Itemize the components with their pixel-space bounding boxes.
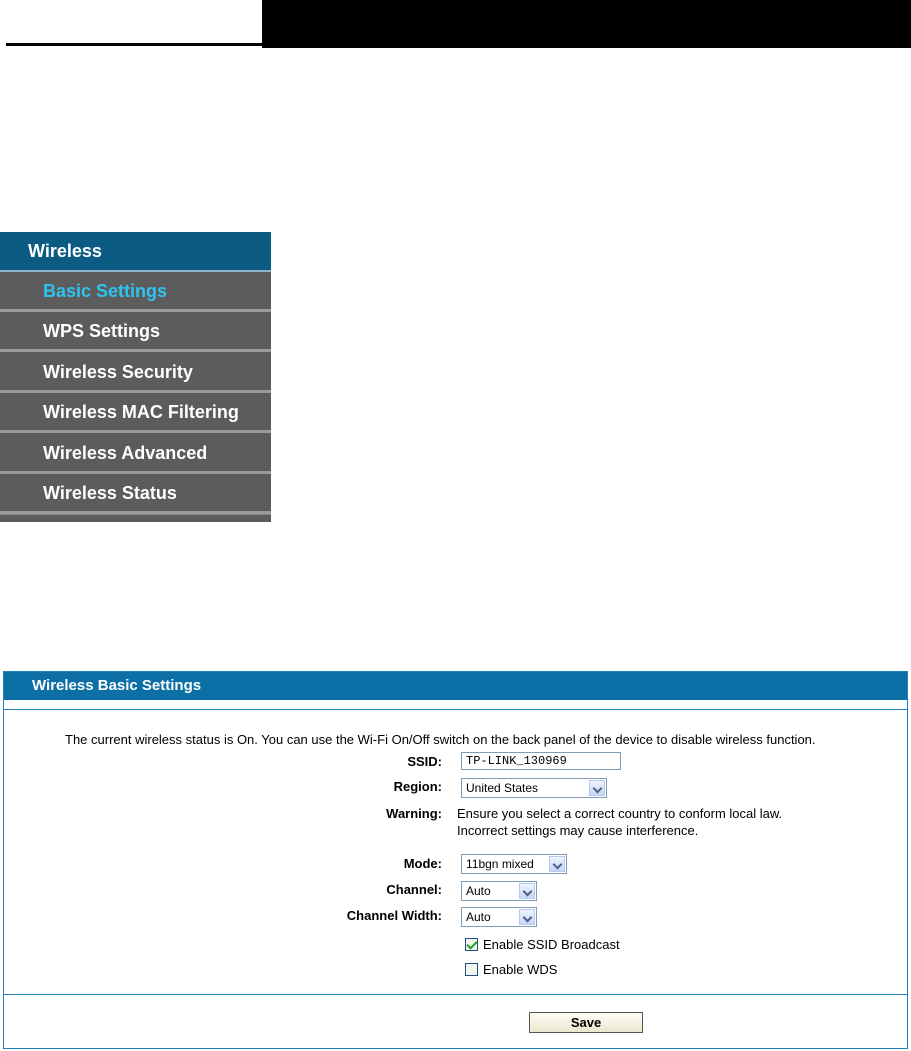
channel-width-select[interactable] — [461, 907, 537, 927]
warning-label: Warning: — [386, 806, 442, 821]
channel-width-label: Channel Width: — [346, 908, 442, 923]
region-label: Region: — [393, 779, 442, 794]
wireless-basic-settings-panel — [3, 671, 908, 1049]
menu-item-basic-settings[interactable] — [0, 272, 271, 312]
header-logo-area — [0, 0, 262, 48]
header-black-band — [262, 0, 911, 48]
chevron-down-icon — [519, 909, 535, 925]
mode-select-value: 11bgn mixed — [466, 857, 534, 871]
panel-title: Wireless Basic Settings — [32, 677, 202, 694]
menu-item-label: WPS Settings — [43, 321, 161, 341]
warning-text-line1: Ensure you select a correct country to conform local law. — [457, 806, 783, 821]
menu-item-label: Wireless Security — [43, 362, 193, 382]
mode-select[interactable] — [461, 854, 567, 874]
panel-title-bar — [4, 672, 907, 700]
menu-header-wireless[interactable] — [0, 232, 271, 272]
menu-item-wireless-advanced[interactable] — [0, 434, 271, 474]
menu-item-wireless-status[interactable] — [0, 474, 271, 514]
top-header-bar — [0, 0, 911, 48]
panel-divider-top — [4, 709, 907, 710]
menu-item-label: Basic Settings — [43, 281, 168, 301]
ssid-broadcast-checkbox[interactable] — [465, 938, 478, 951]
region-select[interactable] — [461, 778, 607, 798]
panel-divider-bottom — [4, 994, 907, 995]
ssid-label: SSID: — [407, 754, 442, 769]
channel-width-select-value: Auto — [466, 910, 491, 924]
menu-item-wireless-security[interactable] — [0, 353, 271, 393]
menu-item-wireless-mac-filtering[interactable] — [0, 393, 271, 433]
menu-item-label: Wireless Status — [43, 483, 177, 503]
header-underline — [6, 43, 262, 46]
menu-item-label: Wireless MAC Filtering — [43, 402, 239, 422]
wds-checkbox[interactable] — [465, 963, 478, 976]
warning-text-line2: Incorrect settings may cause interference. — [457, 823, 699, 838]
channel-select-value: Auto — [466, 884, 491, 898]
wds-label: Enable WDS — [483, 962, 558, 977]
chevron-down-icon — [519, 883, 535, 899]
menu-header-label: Wireless — [28, 241, 102, 261]
region-select-value: United States — [466, 781, 539, 795]
menu-item-wps-settings[interactable] — [0, 312, 271, 352]
menu-bottom-edge — [0, 514, 271, 522]
mode-label: Mode: — [403, 856, 442, 871]
channel-select[interactable] — [461, 881, 537, 901]
chevron-down-icon — [549, 856, 565, 872]
wireless-menu — [0, 232, 271, 522]
ssid-broadcast-label: Enable SSID Broadcast — [483, 937, 620, 952]
chevron-down-icon — [589, 780, 605, 796]
channel-label: Channel: — [386, 882, 442, 897]
ssid-input[interactable]: TP-LINK_130969 — [461, 752, 621, 770]
menu-item-label: Wireless Advanced — [43, 443, 208, 463]
wireless-status-text: The current wireless status is On. You can use the Wi-Fi On/Off switch on the back panel of the device to disable wireless function. — [65, 732, 816, 747]
save-button[interactable]: Save — [529, 1012, 643, 1033]
